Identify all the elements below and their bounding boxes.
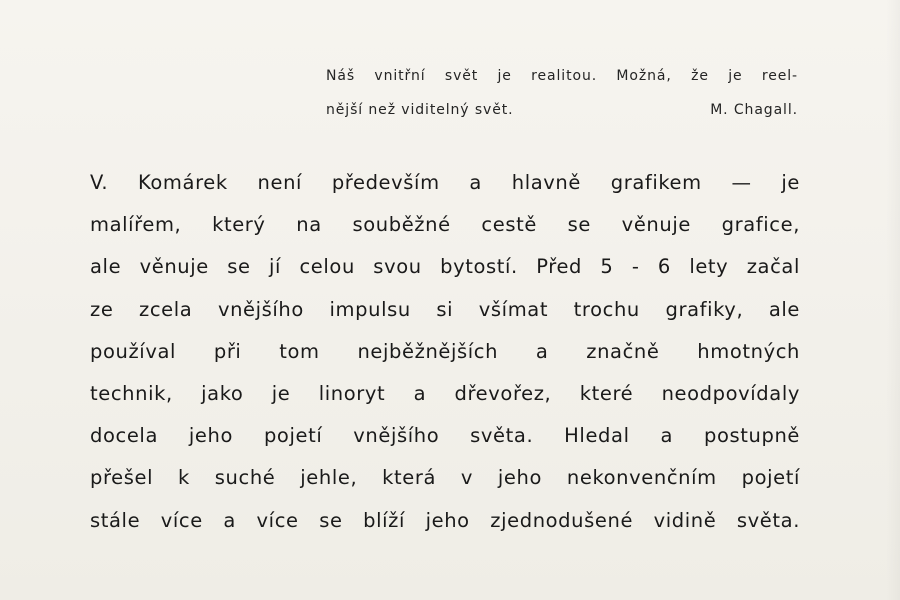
paragraph-line: ze zcela vnějšího impulsu si všímat trochu grafiky, ale [90,297,800,321]
paragraph-line: ale věnuje se jí celou svou bytostí. Před 5 - 6 lety začal [90,255,800,279]
paragraph-line: stále více a více se blíží jeho zjednodušené vidině světa. [90,508,800,532]
page-edge-shadow [886,0,900,600]
epigraph-author: M. Chagall. [710,102,798,118]
paragraph-line: technik, jako je linoryt a dřevořez, které neodpovídaly [90,382,800,406]
paragraph-line: používal při tom nejběžnějších a značně hmotných [90,339,800,363]
epigraph-line-2: nější než viditelný svět. [326,102,514,118]
epigraph-quote [326,59,798,127]
paragraph-line: docela jeho pojetí vnějšího světa. Hledal a postupně [90,424,800,448]
paragraph-line: V. Komárek není především a hlavně grafikem — je [90,171,800,194]
epigraph-line-2-row [326,93,798,127]
body-paragraph [90,162,800,542]
epigraph-line-1: Náš vnitřní svět je realitou. Možná, že je reel- [326,68,798,84]
paragraph-line: přešel k suché jehle, která v jeho nekonvenčním pojetí [90,466,800,490]
paragraph-line: malířem, který na souběžné cestě se věnuje grafice, [90,213,800,237]
